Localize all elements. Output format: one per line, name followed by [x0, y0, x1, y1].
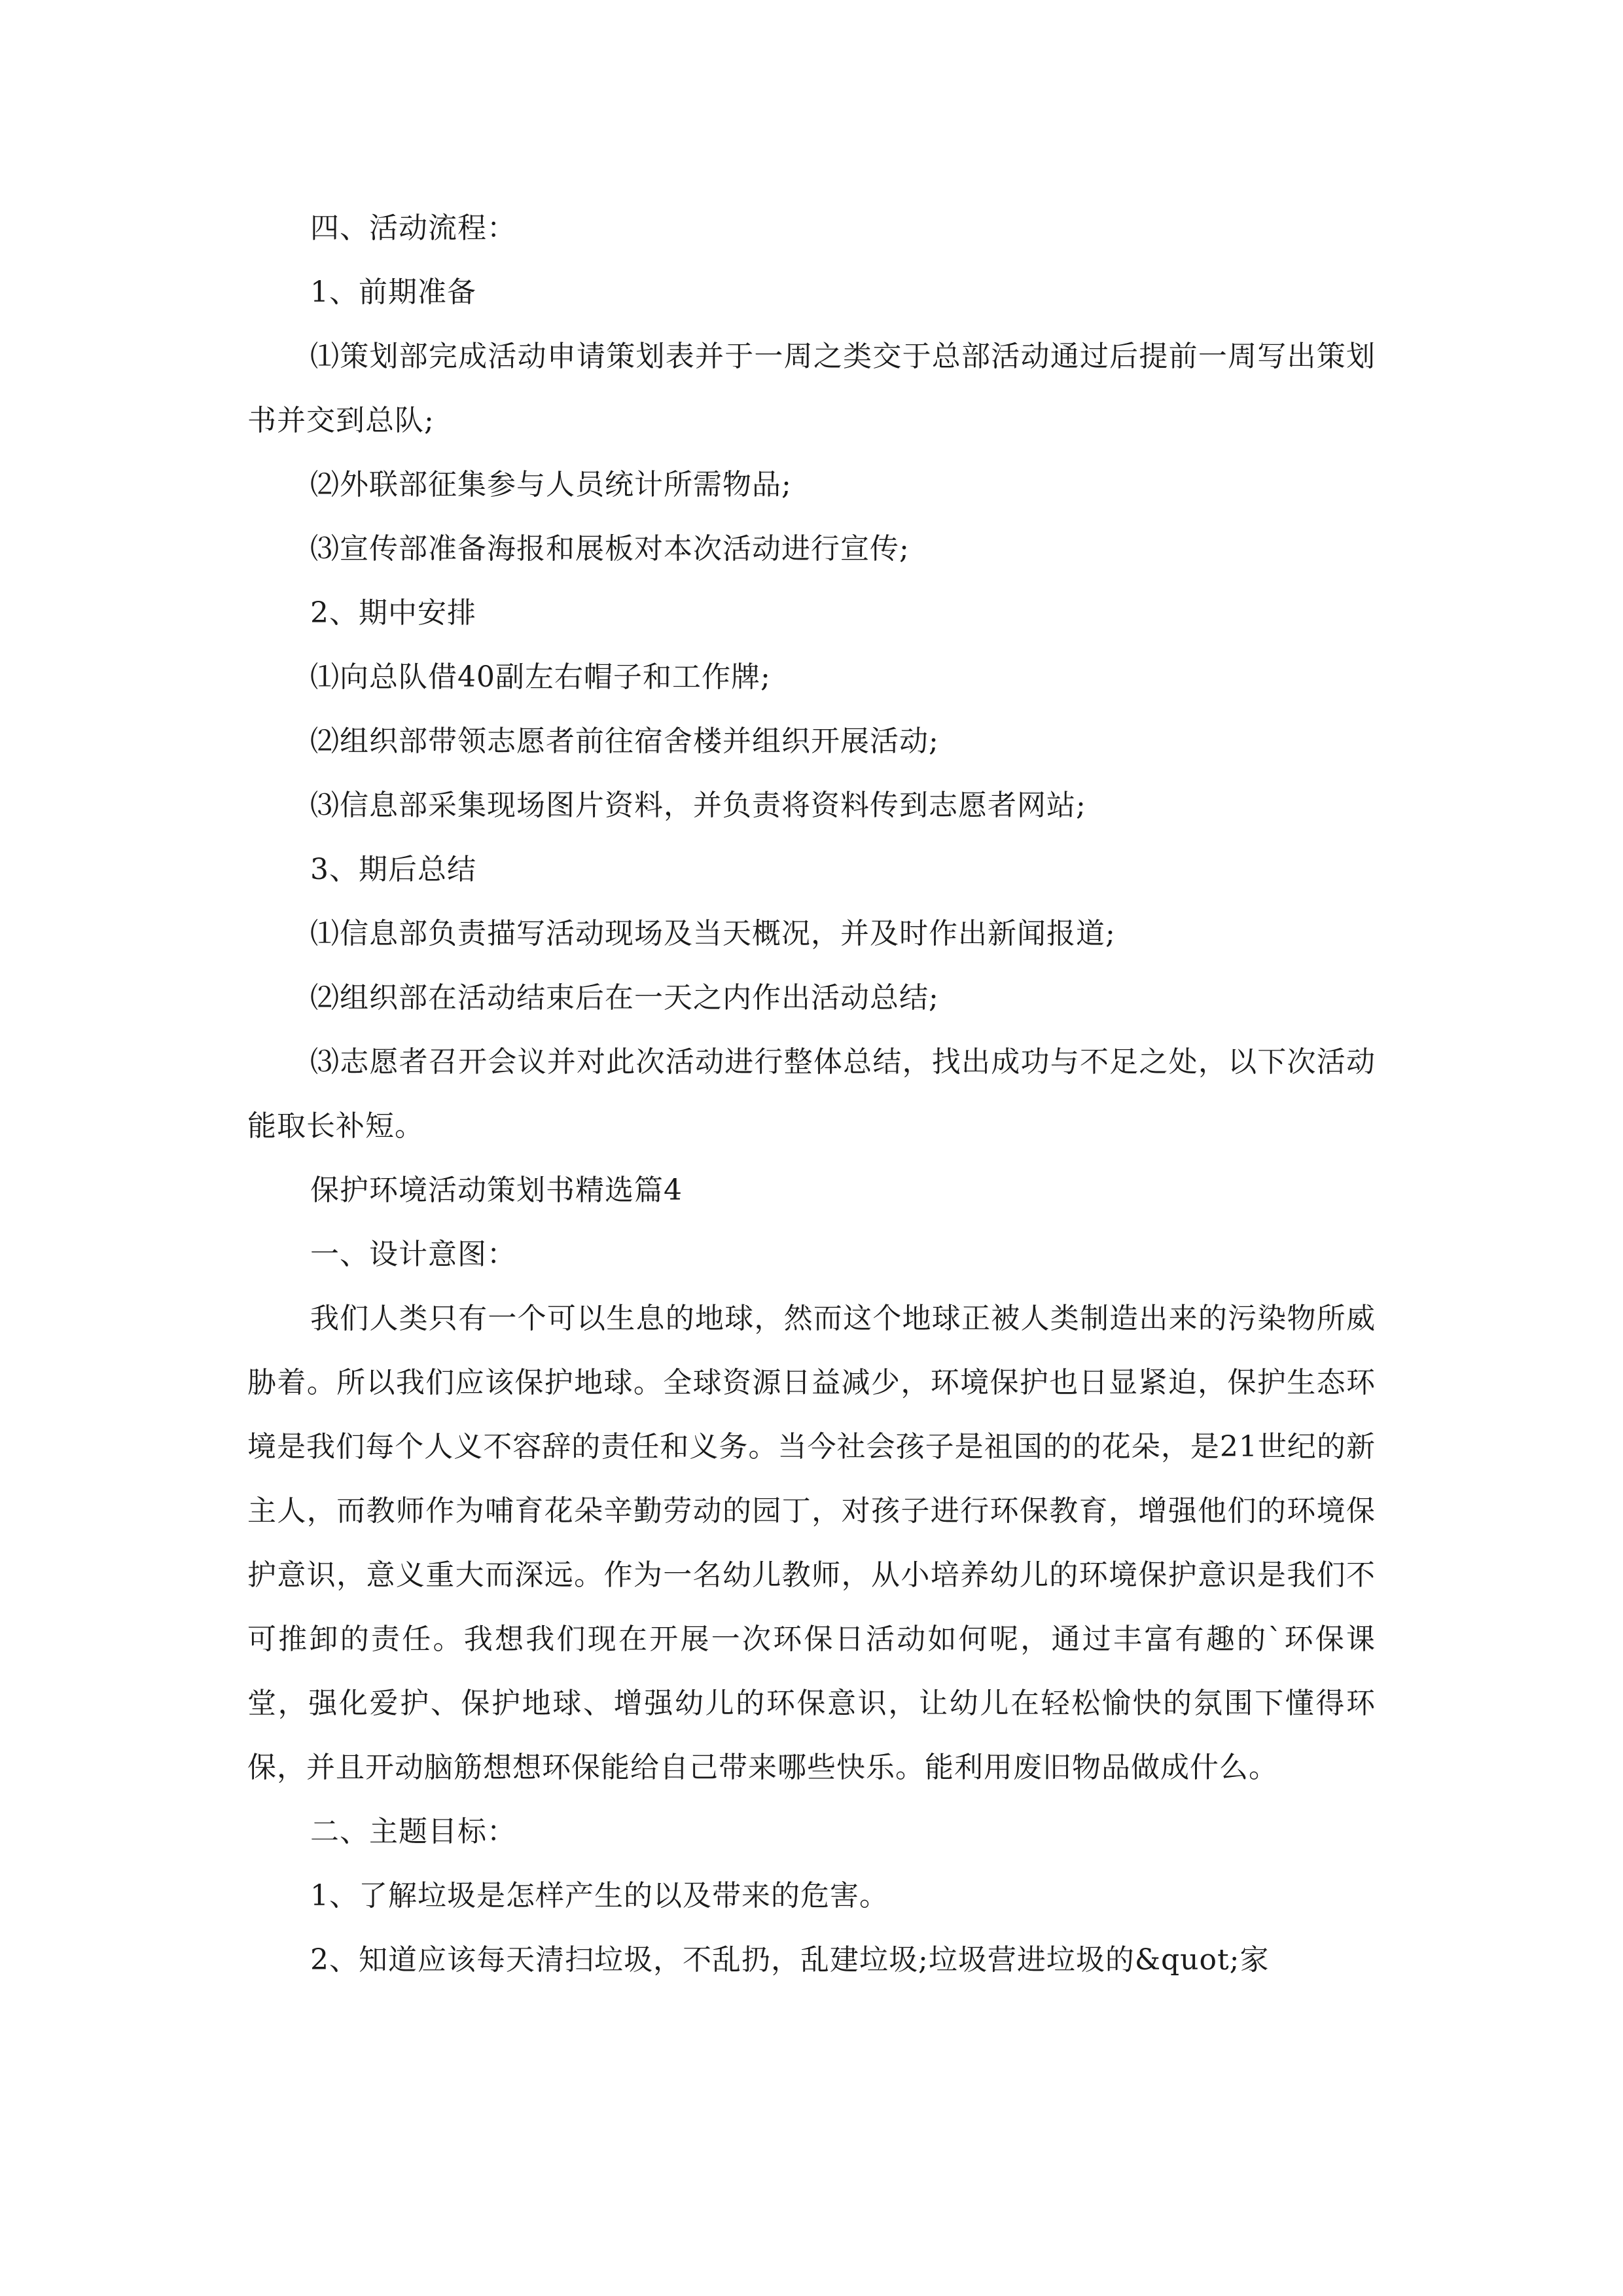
paragraph-summary-1: ⑴信息部负责描写活动现场及当天概况，并及时作出新闻报道; — [310, 917, 1116, 950]
subheading-summary: 3、期后总结 — [310, 853, 476, 886]
document-body — [247, 196, 1376, 1992]
paragraph-design-intent: 我们人类只有一个可以生息的地球，然而这个地球正被人类制造出来的污染物所威胁着。所以我们应该保护地球。全球资源日益减少，环境保护也日显紧迫，保护生态环境是我们每个人义不容辞的责任和义务。当今社会孩子是祖国的的花朵，是21世纪的新主人，而教师作为哺育花朵辛勤劳动的园丁，对孩子进行环保教育，增强他们的环境保护意识，意义重大而深远。作为一名幼儿教师，从小培养幼儿的环境保护意识是我们不可推卸的责任。我想我们现在开展一次环保日活动如何呢，通过丰富有趣的`环保课堂，强化爱护、保护地球、增强幼儿的环保意识，让幼儿在轻松愉快的氛围下懂得环保，并且开动脑筋想想环保能给自己带来哪些快乐。能利用废旧物品做成什么。 — [247, 1302, 1376, 1784]
section-heading-theme-goals: 二、主题目标： — [310, 1815, 516, 1848]
paragraph-prep-2: ⑵外联部征集参与人员统计所需物品; — [310, 468, 792, 501]
subheading-preparation: 1、前期准备 — [310, 276, 476, 309]
paragraph-goal-2: 2、知道应该每天清扫垃圾，不乱扔，乱建垃圾;垃圾营进垃圾的&quot;家 — [310, 1943, 1270, 1977]
paragraph-prep-1: ⑴策划部完成活动申请策划表并于一周之类交于总部活动通过后提前一周写出策划书并交到总队; — [247, 340, 1376, 437]
paragraph-summary-2: ⑵组织部在活动结束后在一天之内作出活动总结; — [310, 981, 939, 1014]
paragraph-mid-1: ⑴向总队借40副左右帽子和工作牌; — [310, 660, 771, 694]
subheading-midterm: 2、期中安排 — [310, 596, 476, 630]
paragraph-summary-3: ⑶志愿者召开会议并对此次活动进行整体总结，找出成功与不足之处，以下次活动能取长补短。 — [247, 1045, 1376, 1143]
paragraph-prep-3: ⑶宣传部准备海报和展板对本次活动进行宣传; — [310, 532, 910, 565]
paragraph-mid-2: ⑵组织部带领志愿者前往宿舍楼并组织开展活动; — [310, 725, 939, 758]
article-title: 保护环境活动策划书精选篇4 — [310, 1174, 683, 1207]
section-heading-design-intent: 一、设计意图： — [310, 1238, 516, 1271]
paragraph-goal-1: 1、了解垃圾是怎样产生的以及带来的危害。 — [310, 1879, 889, 1912]
section-heading-activity-flow: 四、活动流程： — [310, 211, 516, 245]
paragraph-mid-3: ⑶信息部采集现场图片资料，并负责将资料传到志愿者网站; — [310, 789, 1086, 822]
